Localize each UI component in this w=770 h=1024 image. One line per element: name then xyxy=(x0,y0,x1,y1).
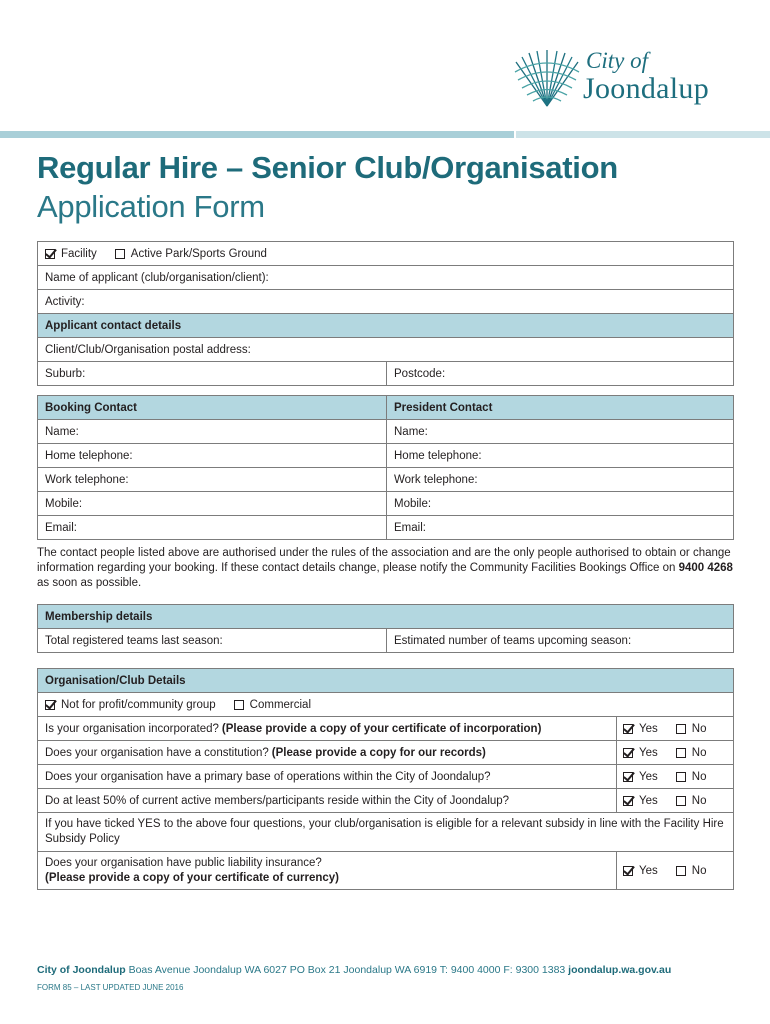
applicant-table xyxy=(37,241,734,386)
active-park-option[interactable]: Active Park/Sports Ground xyxy=(115,248,267,260)
teams-row xyxy=(38,629,733,653)
contact-work-phone-row xyxy=(38,468,733,492)
yes-option[interactable]: Yes xyxy=(623,747,658,759)
no-option[interactable]: No xyxy=(676,795,707,807)
commercial-option[interactable]: Commercial xyxy=(234,699,311,711)
header-band-left xyxy=(0,131,514,138)
question-row xyxy=(38,789,733,813)
contact-email-row xyxy=(38,516,733,540)
page-subtitle: Application Form xyxy=(37,189,265,224)
form-number: FORM 85 – LAST UPDATED JUNE 2016 xyxy=(37,983,184,992)
applicant-name-row[interactable] xyxy=(38,266,733,290)
subsidy-note: If you have ticked YES to the above four questions, your club/organisation is eligible for a relevant subsidy in line with the Facility Hire Subsidy Policy xyxy=(45,818,724,845)
booking-home-phone-field[interactable]: Home telephone: xyxy=(38,444,387,467)
no-option[interactable]: No xyxy=(676,747,707,759)
yes-option[interactable]: Yes xyxy=(623,865,658,877)
applicant-name-label: Name of applicant (club/organisation/client): xyxy=(45,271,269,284)
yes-checkbox[interactable] xyxy=(623,772,633,782)
president-contact-header: President Contact xyxy=(394,401,493,414)
membership-table xyxy=(37,604,734,653)
active-park-checkbox[interactable] xyxy=(115,249,125,259)
president-work-phone-field[interactable]: Work telephone: xyxy=(394,473,478,486)
no-checkbox[interactable] xyxy=(676,748,686,758)
bookings-phone: 9400 4268 xyxy=(678,562,733,574)
no-option[interactable]: No xyxy=(676,865,707,877)
no-checkbox[interactable] xyxy=(676,866,686,876)
logo-text-city: City of xyxy=(586,48,648,73)
yes-checkbox[interactable] xyxy=(623,796,633,806)
booking-contact-header: Booking Contact xyxy=(38,396,387,419)
facility-checkbox[interactable] xyxy=(45,249,55,259)
insurance-row xyxy=(38,852,733,890)
question-insurance: Does your organisation have public liability insurance? (Please provide a copy of your certificate of currency) xyxy=(38,852,617,889)
logo-emblem-icon xyxy=(511,48,583,110)
question-primary-base: Does your organisation have a primary base of operations within the City of Joondalup? xyxy=(38,765,617,788)
question-members-reside: Do at least 50% of current active members/participants reside within the City of Joondalup? xyxy=(38,789,617,812)
facility-option[interactable]: Facility xyxy=(45,248,97,260)
header-band-right xyxy=(516,131,770,138)
logo-text-joondalup: Joondalup xyxy=(583,72,710,105)
page-title: Regular Hire – Senior Club/Organisation xyxy=(37,150,618,185)
yes-option[interactable]: Yes xyxy=(623,771,658,783)
question-constitution: Does your organisation have a constitution? (Please provide a copy for our records) xyxy=(38,741,617,764)
no-checkbox[interactable] xyxy=(676,772,686,782)
suburb-field[interactable]: Suburb: xyxy=(38,362,387,385)
question-row xyxy=(38,717,733,741)
question-incorporated: Is your organisation incorporated? (Please provide a copy of your certificate of incorporation) xyxy=(38,717,617,740)
postal-address-row[interactable] xyxy=(38,338,733,362)
booking-mobile-field[interactable]: Mobile: xyxy=(38,492,387,515)
booking-name-field[interactable]: Name: xyxy=(38,420,387,443)
contact-home-phone-row xyxy=(38,444,733,468)
not-for-profit-option[interactable]: Not for profit/community group xyxy=(45,699,216,711)
facility-type-row xyxy=(38,242,733,266)
postcode-field[interactable]: Postcode: xyxy=(394,367,446,380)
question-row xyxy=(38,765,733,789)
contacts-header-row xyxy=(38,396,733,420)
president-email-field[interactable]: Email: xyxy=(394,521,426,534)
president-mobile-field[interactable]: Mobile: xyxy=(394,497,432,510)
footer-contact: City of Joondalup Boas Avenue Joondalup WA 6027 PO Box 21 Joondalup WA 6919 T: 9400 4000 F: 9300 1383 joondalup.wa.gov.au xyxy=(37,964,672,976)
contact-mobile-row xyxy=(38,492,733,516)
postal-address-label: Client/Club/Organisation postal address: xyxy=(45,343,251,356)
no-checkbox[interactable] xyxy=(676,796,686,806)
teams-upcoming-field[interactable]: Estimated number of teams upcoming season: xyxy=(394,634,632,647)
booking-email-field[interactable]: Email: xyxy=(38,516,387,539)
no-checkbox[interactable] xyxy=(676,724,686,734)
yes-option[interactable]: Yes xyxy=(623,795,658,807)
organisation-type-row xyxy=(38,693,733,717)
activity-label: Activity: xyxy=(45,295,85,308)
city-logo xyxy=(511,48,741,110)
subsidy-note-row xyxy=(38,813,733,852)
commercial-checkbox[interactable] xyxy=(234,700,244,710)
no-option[interactable]: No xyxy=(676,771,707,783)
website-link[interactable]: joondalup.wa.gov.au xyxy=(568,964,672,976)
yes-option[interactable]: Yes xyxy=(623,723,658,735)
organisation-table xyxy=(37,668,734,890)
yes-checkbox[interactable] xyxy=(623,724,633,734)
contact-name-row xyxy=(38,420,733,444)
no-option[interactable]: No xyxy=(676,723,707,735)
organisation-header: Organisation/Club Details xyxy=(38,669,733,693)
president-home-phone-field[interactable]: Home telephone: xyxy=(394,449,482,462)
contacts-table xyxy=(37,395,734,540)
suburb-postcode-row xyxy=(38,362,733,386)
applicant-contact-header: Applicant contact details xyxy=(38,314,733,338)
membership-header: Membership details xyxy=(38,605,733,629)
president-name-field[interactable]: Name: xyxy=(394,425,428,438)
question-row xyxy=(38,741,733,765)
yes-checkbox[interactable] xyxy=(623,866,633,876)
teams-last-season-field[interactable]: Total registered teams last season: xyxy=(38,629,387,652)
not-for-profit-checkbox[interactable] xyxy=(45,700,55,710)
yes-checkbox[interactable] xyxy=(623,748,633,758)
contact-notice: The contact people listed above are authorised under the rules of the association and are the only people authorised to obtain or change information regarding your booking. If these contact details change, please notify the Community Facilities Bookings Office on 9400 4268 as soon as possible. xyxy=(37,547,733,589)
activity-row[interactable] xyxy=(38,290,733,314)
booking-work-phone-field[interactable]: Work telephone: xyxy=(38,468,387,491)
